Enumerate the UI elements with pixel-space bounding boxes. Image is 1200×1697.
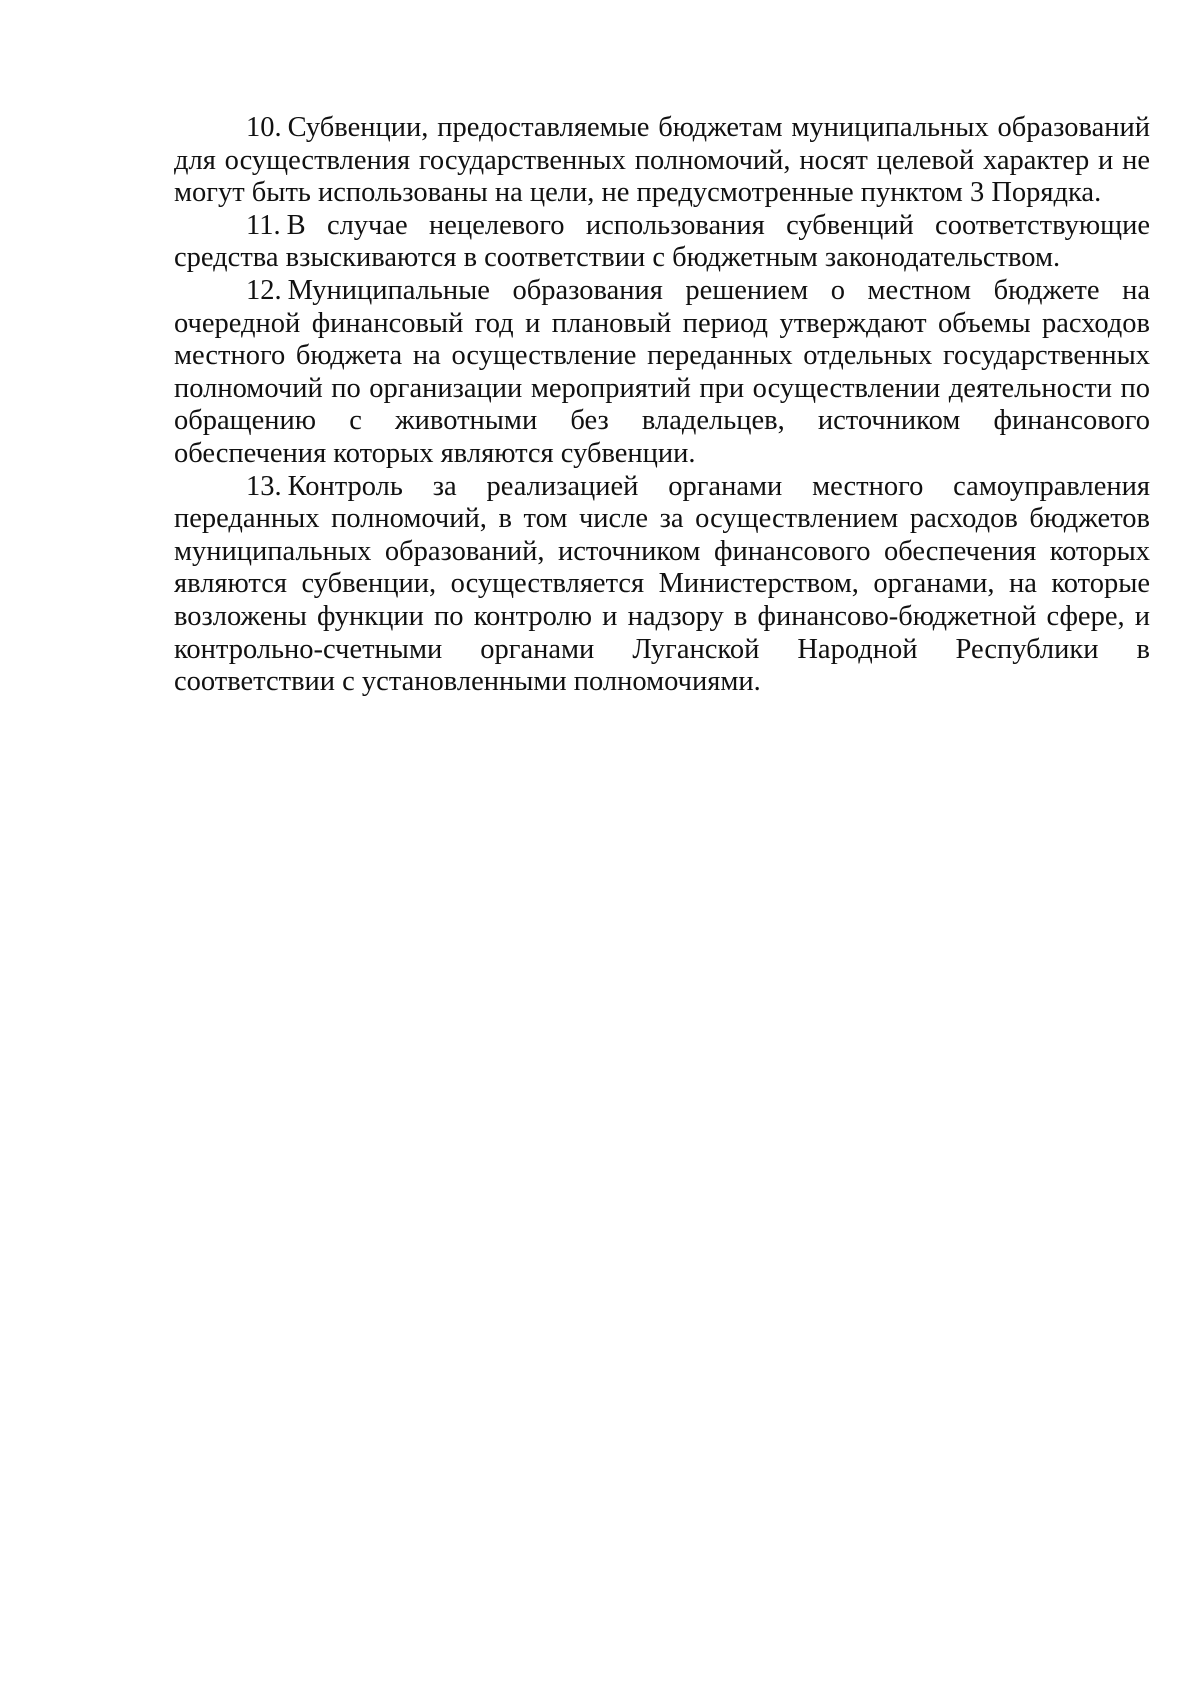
paragraph-text: Субвенции, предоставляемые бюджетам муниципальных образований для осуществления государственных полномочий, носят целевой характер и не могут быть использованы на цели, не предусмотренные пунктом 3 Порядка. bbox=[174, 112, 1150, 209]
paragraph-text: Контроль за реализацией органами местного самоуправления переданных полномочий, в том числе за осуществлением расходов бюджетов муниципальных образований, источником финансового обеспечения которых являются субвенции, осуществляется Министерством, органами, на которые возложены функции по контролю и надзору в финансово-бюджетной сфере, и контрольно-счетными органами Луганской Народной Республики в соответствии с установленными полномочиями. bbox=[174, 470, 1150, 698]
paragraph-text: Муниципальные образования решением о местном бюджете на очередной финансовый год и плановый период утверждают объемы расходов местного бюджета на осуществление переданных отдельных государственных полномочий по организации мероприятий при осуществлении деятельности по обращению с животными без владельцев, источником финансового обеспечения которых являются субвенции. bbox=[174, 274, 1150, 469]
paragraph-number: 11. bbox=[246, 209, 281, 241]
paragraph-text: В случае нецелевого использования субвенций соответствующие средства взыскиваются в соответствии с бюджетным законодательством. bbox=[174, 209, 1150, 274]
paragraph-10 bbox=[174, 112, 1150, 210]
paragraph-number: 12. bbox=[246, 274, 282, 306]
paragraph-12 bbox=[174, 275, 1150, 471]
document-body bbox=[174, 112, 1150, 699]
paragraph-13 bbox=[174, 471, 1150, 699]
paragraph-number: 10. bbox=[246, 112, 282, 143]
paragraph-11 bbox=[174, 210, 1150, 275]
paragraph-number: 13. bbox=[246, 470, 282, 502]
